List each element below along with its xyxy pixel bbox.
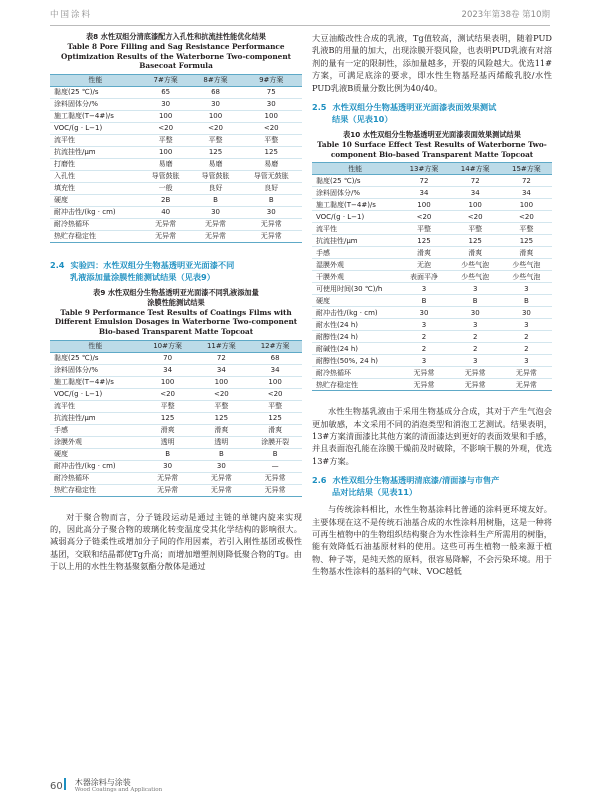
table-cell: 2 (450, 343, 501, 355)
table-cell: 导管鼓胀 (191, 170, 241, 182)
table-row (50, 98, 302, 110)
table10-caption-cn: 表10 水性双组分生物基透明亚光面漆表面效果测试结果 (343, 130, 521, 140)
table-cell: 30 (194, 460, 248, 472)
table-cell: 30 (240, 98, 302, 110)
table-cell: <20 (240, 122, 302, 134)
table-cell: 无异常 (501, 367, 552, 379)
table-cell: 良好 (240, 182, 302, 194)
row-label: 抗流挂性/μm (50, 146, 141, 158)
row-label: 耐碱性(24 h) (312, 343, 398, 355)
row-label: 流平性 (50, 134, 141, 146)
table-cell: 平整 (194, 400, 248, 412)
table-cell: 125 (191, 146, 241, 158)
table-cell: B (450, 295, 501, 307)
table-cell: 无异常 (398, 367, 449, 379)
table-cell: 平整 (141, 134, 191, 146)
table-cell: 72 (501, 175, 552, 187)
table-row (50, 364, 302, 376)
table-cell: 无异常 (141, 230, 191, 242)
table-cell: 2 (398, 343, 449, 355)
table-cell: 2 (501, 331, 552, 343)
table-header-row (50, 340, 302, 352)
table-cell: 72 (450, 175, 501, 187)
table-cell: 72 (398, 175, 449, 187)
table-cell: B (194, 448, 248, 460)
row-label: 入孔性 (50, 170, 141, 182)
table-cell: 无异常 (248, 484, 302, 496)
table-cell: 125 (240, 146, 302, 158)
table-cell: 滑爽 (141, 424, 195, 436)
table-row (312, 367, 552, 379)
table-row (50, 400, 302, 412)
table-row (312, 283, 552, 295)
table-cell: 34 (194, 364, 248, 376)
table-row (50, 388, 302, 400)
table9-caption-cn: 表9 水性双组分生物基透明亚光面漆不同乳液添加量 涂膜性能测试结果 (93, 287, 259, 307)
row-label: VOC/(g · L−1) (50, 122, 141, 134)
table-cell: 平整 (450, 223, 501, 235)
row-label: 流平性 (50, 400, 141, 412)
table-cell: 125 (398, 235, 449, 247)
paragraph-right-1: 大豆油酸改性合成的乳液，Tg值较高，测试结果表明，随着PUD乳液B的用量的加大，出现涂膜开裂风险，也表明PUD乳液有对溶剂的量有一定的限制性，添加量越多，开裂的风险越大。优选11#方案，可满足底涂的要求，即水性生物基羟基丙烯酸乳胶/水性PUD乳液B质量分数比例为40/40。 (312, 33, 552, 93)
table-cell: 2B (141, 194, 191, 206)
column-header: 13#方案 (398, 163, 449, 175)
table-row (50, 484, 302, 496)
table-cell: 无异常 (194, 472, 248, 484)
row-label: 硬度 (50, 448, 141, 460)
table9-caption-en: Table 9 Performance Test Results of Coatings Films with Different Emulsion Dosages in Waterborne Two-component Bio-based Transparent Matte Topcoat (54, 307, 298, 336)
table-cell: 30 (141, 98, 191, 110)
row-label: 抗流挂性/μm (50, 412, 141, 424)
table-cell: 无异常 (191, 230, 241, 242)
table-cell: 无异常 (398, 379, 449, 391)
table-cell: 65 (141, 86, 191, 98)
row-label: 施工黏度(T−4#)/s (312, 199, 398, 211)
table-cell: 3 (450, 319, 501, 331)
table-cell: 3 (450, 283, 501, 295)
column-header: 10#方案 (141, 340, 195, 352)
table-cell: 125 (141, 412, 195, 424)
table-cell: 100 (501, 199, 552, 211)
table-row (50, 134, 302, 146)
right-column (312, 32, 552, 578)
table-row (312, 247, 552, 259)
table-cell: <20 (450, 211, 501, 223)
paragraph-right-2: 水性生物基乳液由于采用生物基成分合成，其对于产生气泡会更加敏感，本文采用不同的消泡类型和消泡工艺测试。结果表明，13#方案清面漆比其他方案的清面漆达到更好的表面效果和手感，并且表面泡孔能在涂膜干燥前及时破除，不影响干膜的外观，优选13#方案。 (312, 406, 552, 466)
table-row (50, 158, 302, 170)
row-label: 耐冷热循环 (50, 472, 141, 484)
row-label: 热贮存稳定性 (50, 484, 141, 496)
table-cell: <20 (141, 388, 195, 400)
row-label: 热贮存稳定性 (50, 230, 141, 242)
row-label: 手感 (50, 424, 141, 436)
table-cell: 少些气泡 (501, 271, 552, 283)
table-cell: 68 (248, 352, 302, 364)
table-cell: 无异常 (141, 484, 195, 496)
table-row (312, 223, 552, 235)
table-row (50, 472, 302, 484)
column-header: 7#方案 (141, 74, 191, 86)
row-label: 耐水性(24 h) (312, 319, 398, 331)
table-row (312, 211, 552, 223)
table9 (50, 340, 302, 497)
table-row (50, 460, 302, 472)
section-2-4-heading: 2.4 实验四：水性双组分生物基透明亚光面漆不同 乳液添加量涂膜性能测试结果（见表9） (50, 259, 235, 282)
row-label: 涂料固体分/% (50, 98, 141, 110)
table-row (50, 230, 302, 242)
table-cell: 34 (248, 364, 302, 376)
table-cell: 125 (248, 412, 302, 424)
header-rule (50, 25, 550, 26)
table8 (50, 74, 302, 243)
table-cell: <20 (398, 211, 449, 223)
row-label: 可使用时间(30 ℃)/h (312, 283, 398, 295)
table-row (50, 206, 302, 218)
table-cell: 无异常 (501, 379, 552, 391)
table-row (312, 235, 552, 247)
column-header: 9#方案 (240, 74, 302, 86)
row-label: 涂料固体分/% (312, 187, 398, 199)
table-cell: 3 (501, 355, 552, 367)
table-cell: <20 (248, 388, 302, 400)
table-row (50, 352, 302, 364)
table-row (50, 194, 302, 206)
table-row (312, 331, 552, 343)
table-row (50, 448, 302, 460)
table-cell: 3 (450, 355, 501, 367)
table-row (312, 319, 552, 331)
table-cell: 34 (398, 187, 449, 199)
table-cell: — (248, 460, 302, 472)
table-cell: 易磨 (141, 158, 191, 170)
table-cell: 2 (398, 331, 449, 343)
table-cell: 34 (141, 364, 195, 376)
row-label: 黏度(25 ℃)/s (50, 352, 141, 364)
table-row (312, 259, 552, 271)
table-header-row (312, 163, 552, 175)
table-cell: B (240, 194, 302, 206)
table-row (50, 122, 302, 134)
table-row (50, 170, 302, 182)
row-label: 硬度 (50, 194, 141, 206)
table8-caption-en: Table 8 Pore Filling and Sag Resistance Performance Optimization Results of the Waterborne Two-component Basecoat Formula (60, 42, 291, 71)
table-row (50, 110, 302, 122)
table-cell: 3 (398, 319, 449, 331)
table-cell: 易磨 (191, 158, 241, 170)
table-cell: 易磨 (240, 158, 302, 170)
table-row (50, 424, 302, 436)
left-column (50, 32, 302, 573)
column-header: 性能 (50, 340, 141, 352)
table-cell: 30 (191, 98, 241, 110)
table-cell: 平整 (248, 400, 302, 412)
table-cell: B (398, 295, 449, 307)
row-label: 耐冷热循环 (50, 218, 141, 230)
table-cell: 滑爽 (194, 424, 248, 436)
row-label: 耐冷热循环 (312, 367, 398, 379)
column-header: 性能 (312, 163, 398, 175)
table-cell: 平整 (501, 223, 552, 235)
table-cell: 无异常 (450, 367, 501, 379)
table-cell: 导管无鼓胀 (240, 170, 302, 182)
column-header: 12#方案 (248, 340, 302, 352)
row-label: 涂膜外观 (50, 436, 141, 448)
table-cell: 少些气泡 (450, 271, 501, 283)
row-label: VOC/(g · L−1) (50, 388, 141, 400)
table-cell: 滑爽 (248, 424, 302, 436)
table-row (50, 376, 302, 388)
column-header: 14#方案 (450, 163, 501, 175)
table-cell: 3 (501, 319, 552, 331)
table-row (312, 355, 552, 367)
table-cell: 少些气泡 (501, 259, 552, 271)
row-label: 耐冲击性/(kg · cm) (50, 206, 141, 218)
table-row (312, 295, 552, 307)
table-cell: 2 (450, 331, 501, 343)
table10 (312, 162, 552, 391)
footer-journal: 木器涂料与涂装 Wood Coatings and Application (74, 778, 163, 793)
row-label: 热贮存稳定性 (312, 379, 398, 391)
row-label: 湿膜外观 (312, 259, 398, 271)
table-cell: 2 (501, 343, 552, 355)
table-cell: 100 (248, 376, 302, 388)
row-label: 抗流挂性/μm (312, 235, 398, 247)
table-cell: 100 (191, 110, 241, 122)
table-cell: 透明 (141, 436, 195, 448)
table-header-row (50, 74, 302, 86)
table-cell: 无异常 (194, 484, 248, 496)
table-cell: B (248, 448, 302, 460)
table-cell: 30 (398, 307, 449, 319)
row-label: 硬度 (312, 295, 398, 307)
table-row (312, 199, 552, 211)
journal-name: 中国涂料 (50, 10, 93, 20)
row-label: 施工黏度(T−4#)/s (50, 376, 141, 388)
table-row (312, 175, 552, 187)
table-cell: B (141, 448, 195, 460)
row-label: 耐冲击性/(kg · cm) (312, 307, 398, 319)
table-cell: 30 (141, 460, 195, 472)
table-cell: 滑爽 (501, 247, 552, 259)
column-header: 15#方案 (501, 163, 552, 175)
paragraph-right-3: 与传统涂料相比，水性生物基涂料比普通的涂料更环境友好。主要体现在这不是传统石油基合成的水性涂料用树脂，这是一种将可再生植物中的生物组织结构聚合为水性涂料生产所需用的树脂，能有效降低石油基原材料的使用。这些可再生植物一般来源于植物、种子等，是纯天然的原料，很容易降解，不会污染环境。用于生物基水性涂料的基料的气味、VOC越低 (312, 504, 552, 577)
table-cell: 少些气泡 (450, 259, 501, 271)
table-cell: 70 (141, 352, 195, 364)
table-row (50, 182, 302, 194)
row-label: 手感 (312, 247, 398, 259)
table-cell: 100 (240, 110, 302, 122)
table-cell: 平整 (191, 134, 241, 146)
table-cell: 68 (191, 86, 241, 98)
table-row (50, 146, 302, 158)
table-cell: 滑爽 (450, 247, 501, 259)
table-row (312, 307, 552, 319)
table-cell: 100 (141, 376, 195, 388)
table-cell: <20 (194, 388, 248, 400)
table-cell: 无异常 (240, 230, 302, 242)
row-label: 耐醇性(24 h) (312, 331, 398, 343)
row-label: 耐冲击性/(kg · cm) (50, 460, 141, 472)
page-footer (50, 778, 162, 794)
table-cell: 表面平净 (398, 271, 449, 283)
table10-caption-en: Table 10 Surface Effect Test Results of Waterborne Two-component Bio-based Transparent Matte Topcoat (317, 140, 547, 159)
table-row (312, 343, 552, 355)
table-cell: 125 (450, 235, 501, 247)
table-cell: 一般 (141, 182, 191, 194)
table-cell: 良好 (191, 182, 241, 194)
row-label: 涂料固体分/% (50, 364, 141, 376)
table-cell: 40 (141, 206, 191, 218)
table-cell: 30 (240, 206, 302, 218)
table-cell: B (191, 194, 241, 206)
paragraph-left: 对于聚合物而言，分子链段运动是通过主链的单键内旋来实现的，因此高分子聚合物的玻璃化转变温度受其化学结构的影响很大。减弱高分子链柔性或增加分子间的作用因素，若引入刚性基团或极性基团，交联和结晶都使Tg升高；而增加增塑剂则降低聚合物的Tg。由于以上用的水性生物基聚氨酯分散体是通过 (50, 511, 302, 572)
table-cell: B (501, 295, 552, 307)
column-header: 性能 (50, 74, 141, 86)
table-cell: 导管鼓胀 (141, 170, 191, 182)
table-cell: 平整 (240, 134, 302, 146)
table-cell: 100 (194, 376, 248, 388)
table-cell: 平整 (141, 400, 195, 412)
table-row (312, 187, 552, 199)
table-cell: 125 (194, 412, 248, 424)
table-cell: 无异常 (191, 218, 241, 230)
table8-caption-cn: 表8 水性双组分清底漆配方入孔性和抗流挂性能优化结果 (85, 32, 266, 41)
table-cell: 3 (398, 283, 449, 295)
table-cell: 无异常 (450, 379, 501, 391)
issue-info: 2023年第38卷 第10期 (461, 10, 550, 20)
table-cell: <20 (501, 211, 552, 223)
table-cell: 125 (501, 235, 552, 247)
table-cell: 34 (501, 187, 552, 199)
table-cell: 30 (450, 307, 501, 319)
row-label: VOC/(g · L−1) (312, 211, 398, 223)
table-cell: 涂膜开裂 (248, 436, 302, 448)
table-cell: <20 (141, 122, 191, 134)
section-2-6-heading: 2.6 水性双组分生物基透明清底漆/清面漆与市售产 品对比结果（见表11） (312, 475, 500, 498)
table-cell: 30 (191, 206, 241, 218)
table-cell: 3 (398, 355, 449, 367)
table-cell: 平整 (398, 223, 449, 235)
row-label: 黏度(25 ℃)/s (312, 175, 398, 187)
table-cell: 100 (398, 199, 449, 211)
table-cell: 30 (501, 307, 552, 319)
table-cell: 滑爽 (398, 247, 449, 259)
table-cell: 无泡 (398, 259, 449, 271)
table-cell: 3 (501, 283, 552, 295)
table-row (50, 436, 302, 448)
table-cell: 无异常 (141, 472, 195, 484)
row-label: 干膜外观 (312, 271, 398, 283)
table-cell: 透明 (194, 436, 248, 448)
column-header: 11#方案 (194, 340, 248, 352)
table-cell: 100 (141, 110, 191, 122)
table-row (50, 412, 302, 424)
table-cell: 无异常 (248, 472, 302, 484)
row-label: 填充性 (50, 182, 141, 194)
table-row (312, 271, 552, 283)
page-number: 60 (50, 780, 63, 792)
column-header: 8#方案 (191, 74, 241, 86)
table-cell: 34 (450, 187, 501, 199)
table-cell: <20 (191, 122, 241, 134)
table-cell: 无异常 (240, 218, 302, 230)
row-label: 打磨性 (50, 158, 141, 170)
row-label: 黏度(25 ℃)/s (50, 86, 141, 98)
table-cell: 75 (240, 86, 302, 98)
row-label: 施工黏度(T−4#)/s (50, 110, 141, 122)
table-row (312, 379, 552, 391)
row-label: 流平性 (312, 223, 398, 235)
table-row (50, 218, 302, 230)
row-label: 耐醇性(50%, 24 h) (312, 355, 398, 367)
table-cell: 100 (141, 146, 191, 158)
table-cell: 100 (450, 199, 501, 211)
table-cell: 72 (194, 352, 248, 364)
table-row (50, 86, 302, 98)
table-cell: 无异常 (141, 218, 191, 230)
section-2-5-heading: 2.5 水性双组分生物基透明亚光面漆表面效果测试 结果（见表10） (312, 102, 497, 125)
